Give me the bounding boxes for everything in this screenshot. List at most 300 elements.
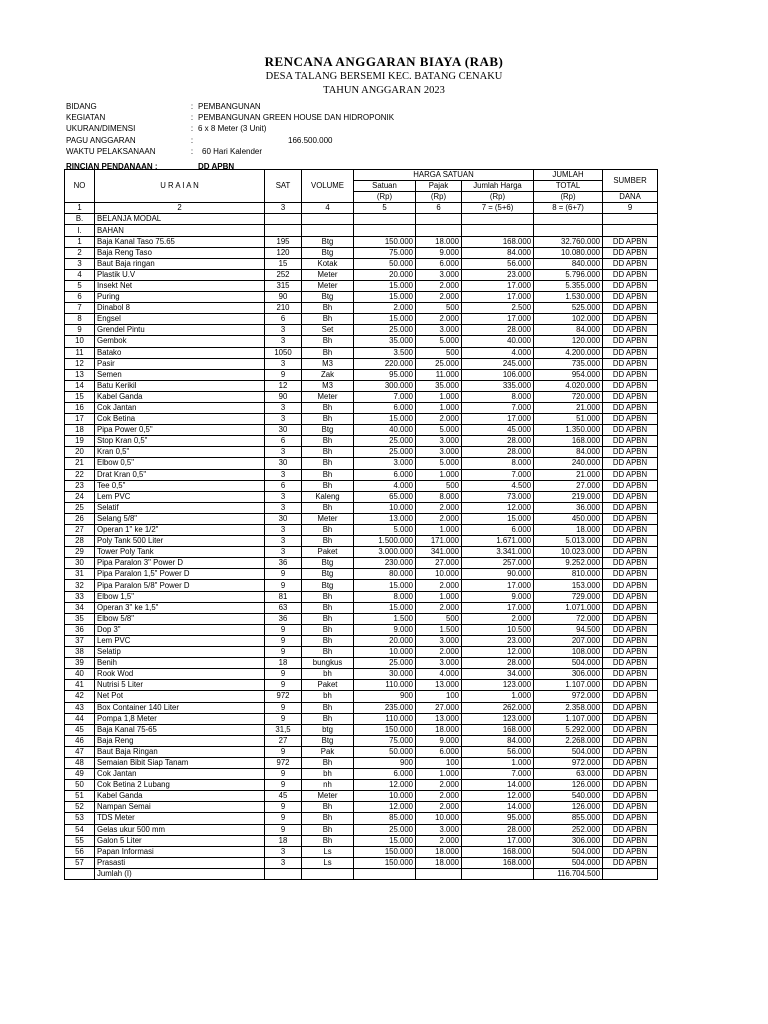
table-row [65, 414, 658, 425]
cell-sumber: DD APBN [603, 757, 658, 768]
cell-sumber: DD APBN [603, 824, 658, 835]
table-row [65, 580, 658, 591]
cell-sat: 3 [265, 491, 302, 502]
cell-satuan: 110.000 [354, 713, 416, 724]
cell-sat: 9 [265, 802, 302, 813]
col-pajak: Pajak [416, 181, 462, 192]
cell-total: 21.000 [534, 402, 603, 413]
cell-sumber: DD APBN [603, 480, 658, 491]
cell-volume: bh [302, 769, 354, 780]
cell-sumber: DD APBN [603, 735, 658, 746]
cell-sumber: DD APBN [603, 769, 658, 780]
cell-sat: 30 [265, 458, 302, 469]
cell-jumlah-harga: 168.000 [462, 857, 534, 868]
cell-pajak: 1.000 [416, 469, 462, 480]
cell-jumlah-harga: 262.000 [462, 702, 534, 713]
cell-volume: Set [302, 325, 354, 336]
cell-total: 18.000 [534, 525, 603, 536]
cell-volume: Bh [302, 824, 354, 835]
cell-sat: 972 [265, 691, 302, 702]
cell-jumlah-harga: 28.000 [462, 325, 534, 336]
table-row [65, 391, 658, 402]
cell-satuan: 25.000 [354, 824, 416, 835]
cell-uraian: Grendel Pintu [95, 325, 265, 336]
cell-sat: 1050 [265, 347, 302, 358]
cell-total: 306.000 [534, 669, 603, 680]
cell-sat: 195 [265, 236, 302, 247]
cell-sumber: DD APBN [603, 458, 658, 469]
cell-satuan: 50.000 [354, 746, 416, 757]
cell-no: 24 [65, 491, 95, 502]
cell-jumlah-harga: 17.000 [462, 292, 534, 303]
cell-jumlah-harga: 12.000 [462, 791, 534, 802]
cell-pajak: 3.000 [416, 658, 462, 669]
cell-pajak: 10.000 [416, 813, 462, 824]
cell-satuan: 20.000 [354, 635, 416, 646]
cell-pajak: 1.500 [416, 624, 462, 635]
table-header [65, 170, 658, 214]
header-row [65, 170, 658, 181]
cell-uraian: Dop 3" [95, 624, 265, 635]
cell-uraian: Engsel [95, 314, 265, 325]
cell-volume: Paket [302, 680, 354, 691]
cell-sat: 3 [265, 414, 302, 425]
cell-pajak: 500 [416, 613, 462, 624]
cell-uraian: TDS Meter [95, 813, 265, 824]
cell-satuan: 150.000 [354, 846, 416, 857]
unit-rp: (Rp) [416, 192, 462, 203]
cell-no: 50 [65, 780, 95, 791]
table-row [65, 314, 658, 325]
table-row [65, 558, 658, 569]
document-title: RENCANA ANGGARAN BIAYA (RAB) [264, 54, 504, 69]
cell-total: 306.000 [534, 835, 603, 846]
cell-satuan: 4.000 [354, 480, 416, 491]
cell-volume: Ls [302, 846, 354, 857]
cell-total: 972.000 [534, 757, 603, 768]
cell-volume: Meter [302, 791, 354, 802]
cell-jumlah-harga: 56.000 [462, 746, 534, 757]
table-row [65, 247, 658, 258]
table-row [65, 735, 658, 746]
table-row [65, 325, 658, 336]
table-row [65, 447, 658, 458]
cell-no: 38 [65, 647, 95, 658]
cell-jumlah-harga: 40.000 [462, 336, 534, 347]
cell-uraian: Pompa 1,8 Meter [95, 713, 265, 724]
cell-satuan: 75.000 [354, 247, 416, 258]
cell-pajak: 2.000 [416, 580, 462, 591]
cell-satuan: 7.000 [354, 391, 416, 402]
cell-jumlah-harga: 10.500 [462, 624, 534, 635]
cell-volume: Btg [302, 735, 354, 746]
cell-no: 16 [65, 402, 95, 413]
cell-jumlah-harga: 84.000 [462, 247, 534, 258]
cell-uraian: Drat Kran 0,5" [95, 469, 265, 480]
cell-sumber: DD APBN [603, 835, 658, 846]
cell-jumlah-harga: 12.000 [462, 502, 534, 513]
cell-volume: Bh [302, 613, 354, 624]
cell-total: 32.760.000 [534, 236, 603, 247]
info-value: 60 Hari Kalender [202, 146, 263, 156]
cell-volume: Bh [302, 835, 354, 846]
cell-sat: 3 [265, 547, 302, 558]
cell-jumlah-harga: 7.000 [462, 769, 534, 780]
index-cell: 1 [65, 203, 95, 214]
cell-sat: 9 [265, 669, 302, 680]
cell-satuan: 15.000 [354, 835, 416, 846]
cell-satuan: 235.000 [354, 702, 416, 713]
total-row [65, 868, 658, 879]
cell-sumber: DD APBN [603, 724, 658, 735]
index-row [65, 203, 658, 214]
total-label: Jumlah (I) [95, 868, 265, 879]
cell-total: 10.023.000 [534, 547, 603, 558]
table-row [65, 824, 658, 835]
cell-jumlah-harga: 168.000 [462, 236, 534, 247]
index-cell: 6 [416, 203, 462, 214]
index-cell: 7 = (5+6) [462, 203, 534, 214]
cell-satuan: 15.000 [354, 292, 416, 303]
cell-no: 47 [65, 746, 95, 757]
cell-uraian: Benih [95, 658, 265, 669]
cell-sat: 63 [265, 602, 302, 613]
table-row [65, 857, 658, 868]
cell-no: 19 [65, 436, 95, 447]
cell-satuan: 25.000 [354, 436, 416, 447]
cell-sat: 9 [265, 680, 302, 691]
cell-total: 5.292.000 [534, 724, 603, 735]
cell-jumlah-harga: 17.000 [462, 314, 534, 325]
cell-sumber: DD APBN [603, 613, 658, 624]
cell-satuan: 50.000 [354, 258, 416, 269]
cell-pajak: 9.000 [416, 247, 462, 258]
cell-volume: Bh [302, 635, 354, 646]
cell-sat: 81 [265, 591, 302, 602]
cell-satuan: 25.000 [354, 447, 416, 458]
table-footer [65, 868, 658, 879]
cell-sat: 30 [265, 513, 302, 524]
cell-no: 3 [65, 258, 95, 269]
cell-sumber: DD APBN [603, 292, 658, 303]
table-row [65, 780, 658, 791]
cell-total: 102.000 [534, 314, 603, 325]
cell-pajak: 18.000 [416, 724, 462, 735]
cell-pajak: 11.000 [416, 369, 462, 380]
table-row [65, 491, 658, 502]
cell-satuan: 40.000 [354, 425, 416, 436]
cell-satuan: 30.000 [354, 669, 416, 680]
cell-pajak: 6.000 [416, 746, 462, 757]
cell-total: 219.000 [534, 491, 603, 502]
cell-satuan: 6.000 [354, 769, 416, 780]
cell-satuan: 65.000 [354, 491, 416, 502]
cell-jumlah-harga: 17.000 [462, 602, 534, 613]
cell-sumber: DD APBN [603, 813, 658, 824]
col-volume: VOLUME [302, 170, 354, 203]
cell-sumber: DD APBN [603, 669, 658, 680]
cell-no: 42 [65, 691, 95, 702]
cell-sat: 45 [265, 791, 302, 802]
cell-jumlah-harga: 28.000 [462, 824, 534, 835]
cell-jumlah-harga: 2.500 [462, 303, 534, 314]
table-row [65, 791, 658, 802]
cell-total: 1.350.000 [534, 425, 603, 436]
cell-pajak: 2.000 [416, 280, 462, 291]
cell-jumlah-harga: 28.000 [462, 436, 534, 447]
cell-pajak: 2.000 [416, 513, 462, 524]
table-row [65, 846, 658, 857]
cell-uraian: Plastik U.V [95, 269, 265, 280]
col-jumlah-harga: Jumlah Harga [462, 181, 534, 192]
cell-sumber: DD APBN [603, 425, 658, 436]
cell-sumber: DD APBN [603, 680, 658, 691]
cell-total: 540.000 [534, 791, 603, 802]
table-row [65, 658, 658, 669]
cell-sumber: DD APBN [603, 402, 658, 413]
cell-volume: Bh [302, 702, 354, 713]
table-row [65, 669, 658, 680]
cell-pajak: 2.000 [416, 414, 462, 425]
cell-uraian: Pipa Paralon 3" Power D [95, 558, 265, 569]
cell-no: 23 [65, 480, 95, 491]
cell-pajak: 2.000 [416, 647, 462, 658]
cell-pajak: 500 [416, 480, 462, 491]
cell-total: 720.000 [534, 391, 603, 402]
cell-volume: Bh [302, 813, 354, 824]
table-row [65, 369, 658, 380]
cell-total: 27.000 [534, 480, 603, 491]
cell-volume: Bh [302, 602, 354, 613]
cell-jumlah-harga: 106.000 [462, 369, 534, 380]
cell-no: 8 [65, 314, 95, 325]
cell-total: 5.796.000 [534, 269, 603, 280]
cell-pajak: 13.000 [416, 680, 462, 691]
cell-jumlah-harga: 14.000 [462, 802, 534, 813]
cell-pajak: 2.000 [416, 314, 462, 325]
cell-jumlah-harga: 23.000 [462, 269, 534, 280]
cell-sumber: DD APBN [603, 802, 658, 813]
cell-pajak: 171.000 [416, 536, 462, 547]
cell-sumber: DD APBN [603, 547, 658, 558]
cell-sumber: DD APBN [603, 369, 658, 380]
cell-jumlah-harga: 2.000 [462, 613, 534, 624]
cell-no: 22 [65, 469, 95, 480]
table-row [65, 347, 658, 358]
cell-uraian: Elbow 1,5" [95, 591, 265, 602]
cell-jumlah-harga: 12.000 [462, 647, 534, 658]
index-cell: 9 [603, 203, 658, 214]
table-row [65, 547, 658, 558]
cell-satuan: 5.000 [354, 525, 416, 536]
table-row [65, 469, 658, 480]
cell-no: 31 [65, 569, 95, 580]
cell-total: 2.268.000 [534, 735, 603, 746]
cell-sat: 90 [265, 391, 302, 402]
cell-satuan: 9.000 [354, 624, 416, 635]
cell-volume: bh [302, 691, 354, 702]
cell-total: 1.530.000 [534, 292, 603, 303]
cell-no: 11 [65, 347, 95, 358]
info-value: 166.500.000 [288, 135, 333, 145]
cell-volume: Bh [302, 436, 354, 447]
table-row [65, 525, 658, 536]
cell-sat: 9 [265, 580, 302, 591]
table-row [65, 269, 658, 280]
cell-pajak: 100 [416, 757, 462, 768]
cell-total: 21.000 [534, 469, 603, 480]
cell-jumlah-harga: 73.000 [462, 491, 534, 502]
cell-no: 1 [65, 236, 95, 247]
cell-volume: Bh [302, 458, 354, 469]
cell-no: 30 [65, 558, 95, 569]
rincian-label: RINCIAN PENDANAAN : [66, 162, 158, 172]
info-row-pagu [66, 135, 394, 146]
cell-sumber: DD APBN [603, 658, 658, 669]
cell-no: 10 [65, 336, 95, 347]
cell-pajak: 3.000 [416, 269, 462, 280]
info-row-ukuran [66, 123, 394, 134]
cell-no: 35 [65, 613, 95, 624]
cell-sumber: DD APBN [603, 303, 658, 314]
cell-jumlah-harga: 7.000 [462, 402, 534, 413]
cell-no: 21 [65, 458, 95, 469]
cell-sat: 9 [265, 702, 302, 713]
cell-sat: 9 [265, 647, 302, 658]
cell-uraian: Kran 0,5" [95, 447, 265, 458]
index-cell: 5 [354, 203, 416, 214]
cell-pajak: 341.000 [416, 547, 462, 558]
cell-jumlah-harga: 28.000 [462, 658, 534, 669]
cell-uraian: Puring [95, 292, 265, 303]
cell-pajak: 6.000 [416, 258, 462, 269]
cell-sumber: DD APBN [603, 647, 658, 658]
unit-rp: (Rp) [354, 192, 416, 203]
cell-pajak: 5.000 [416, 336, 462, 347]
cell-total: 168.000 [534, 436, 603, 447]
cell-volume: Bh [302, 303, 354, 314]
cell-jumlah-harga: 257.000 [462, 558, 534, 569]
cell-total: 4.020.000 [534, 380, 603, 391]
document-subtitle-village: DESA TALANG BERSEMI KEC. BATANG CENAKU [265, 71, 503, 82]
cell-pajak: 8.000 [416, 491, 462, 502]
cell-jumlah-harga: 1.000 [462, 691, 534, 702]
cell-volume: Meter [302, 391, 354, 402]
table-row [65, 569, 658, 580]
table-row [65, 536, 658, 547]
cell-volume: Meter [302, 269, 354, 280]
cell-sat: 9 [265, 369, 302, 380]
document-subtitle-year: TAHUN ANGGARAN 2023 [323, 85, 445, 96]
info-label: WAKTU PELAKSANAAN [66, 146, 156, 156]
cell-volume: M3 [302, 358, 354, 369]
cell-total: 126.000 [534, 780, 603, 791]
col-harga-satuan: HARGA SATUAN [354, 170, 534, 181]
cell-total: 36.000 [534, 502, 603, 513]
cell-sat: 6 [265, 436, 302, 447]
cell-total: 504.000 [534, 746, 603, 757]
cell-jumlah-harga: 17.000 [462, 280, 534, 291]
cell-sat: 3 [265, 325, 302, 336]
cell-jumlah-harga: 84.000 [462, 735, 534, 746]
cell-jumlah-harga: 23.000 [462, 635, 534, 646]
table-row [65, 591, 658, 602]
cell-jumlah-harga: 15.000 [462, 513, 534, 524]
cell-pajak: 5.000 [416, 425, 462, 436]
table-row [65, 458, 658, 469]
cell-satuan: 230.000 [354, 558, 416, 569]
table-row [65, 647, 658, 658]
cell-volume: Bh [302, 447, 354, 458]
cell-sat: 31,5 [265, 724, 302, 735]
cell-sat: 6 [265, 314, 302, 325]
info-colon: : [190, 135, 194, 145]
cell-total: 504.000 [534, 658, 603, 669]
cell-uraian: Cok Jantan [95, 769, 265, 780]
cell-satuan: 10.000 [354, 791, 416, 802]
cell-volume: Bh [302, 402, 354, 413]
cell-uraian: Cok Jantan [95, 402, 265, 413]
cell-satuan: 25.000 [354, 658, 416, 669]
cell-sumber: DD APBN [603, 780, 658, 791]
cell-sumber: DD APBN [603, 602, 658, 613]
table-row [65, 769, 658, 780]
cell-sat: 9 [265, 813, 302, 824]
cell-uraian: Batako [95, 347, 265, 358]
cell-satuan: 15.000 [354, 414, 416, 425]
index-cell: 2 [95, 203, 265, 214]
section-code: I. [65, 225, 95, 236]
cell-sat: 3 [265, 402, 302, 413]
cell-volume: Ls [302, 857, 354, 868]
table-row [65, 802, 658, 813]
cell-volume: Paket [302, 547, 354, 558]
cell-pajak: 27.000 [416, 558, 462, 569]
cell-pajak: 4.000 [416, 669, 462, 680]
rincian-value: DD APBN [198, 162, 235, 172]
cell-volume: Bh [302, 536, 354, 547]
cell-uraian: Stop Kran 0,5" [95, 436, 265, 447]
cell-jumlah-harga: 14.000 [462, 780, 534, 791]
cell-sat: 3 [265, 525, 302, 536]
cell-volume: Btg [302, 236, 354, 247]
cell-total: 840.000 [534, 258, 603, 269]
cell-volume: Bh [302, 525, 354, 536]
cell-total: 504.000 [534, 846, 603, 857]
info-value: PEMBANGUNAN GREEN HOUSE DAN HIDROPONIK [198, 113, 395, 123]
cell-total: 207.000 [534, 635, 603, 646]
cell-uraian: Gembok [95, 336, 265, 347]
cell-pajak: 1.000 [416, 591, 462, 602]
cell-sat: 6 [265, 480, 302, 491]
cell-sat: 36 [265, 558, 302, 569]
table-row [65, 480, 658, 491]
cell-sat: 972 [265, 757, 302, 768]
table-row [65, 724, 658, 735]
section-label: BAHAN [95, 225, 265, 236]
cell-no: 2 [65, 247, 95, 258]
cell-total: 525.000 [534, 303, 603, 314]
cell-sumber: DD APBN [603, 447, 658, 458]
col-satuan: Satuan [354, 181, 416, 192]
cell-satuan: 8.000 [354, 591, 416, 602]
cell-pajak: 3.000 [416, 325, 462, 336]
table-row [65, 680, 658, 691]
cell-uraian: Baja Kanal 75-65 [95, 724, 265, 735]
cell-volume: Bh [302, 480, 354, 491]
cell-no: 37 [65, 635, 95, 646]
cell-pajak: 2.000 [416, 292, 462, 303]
